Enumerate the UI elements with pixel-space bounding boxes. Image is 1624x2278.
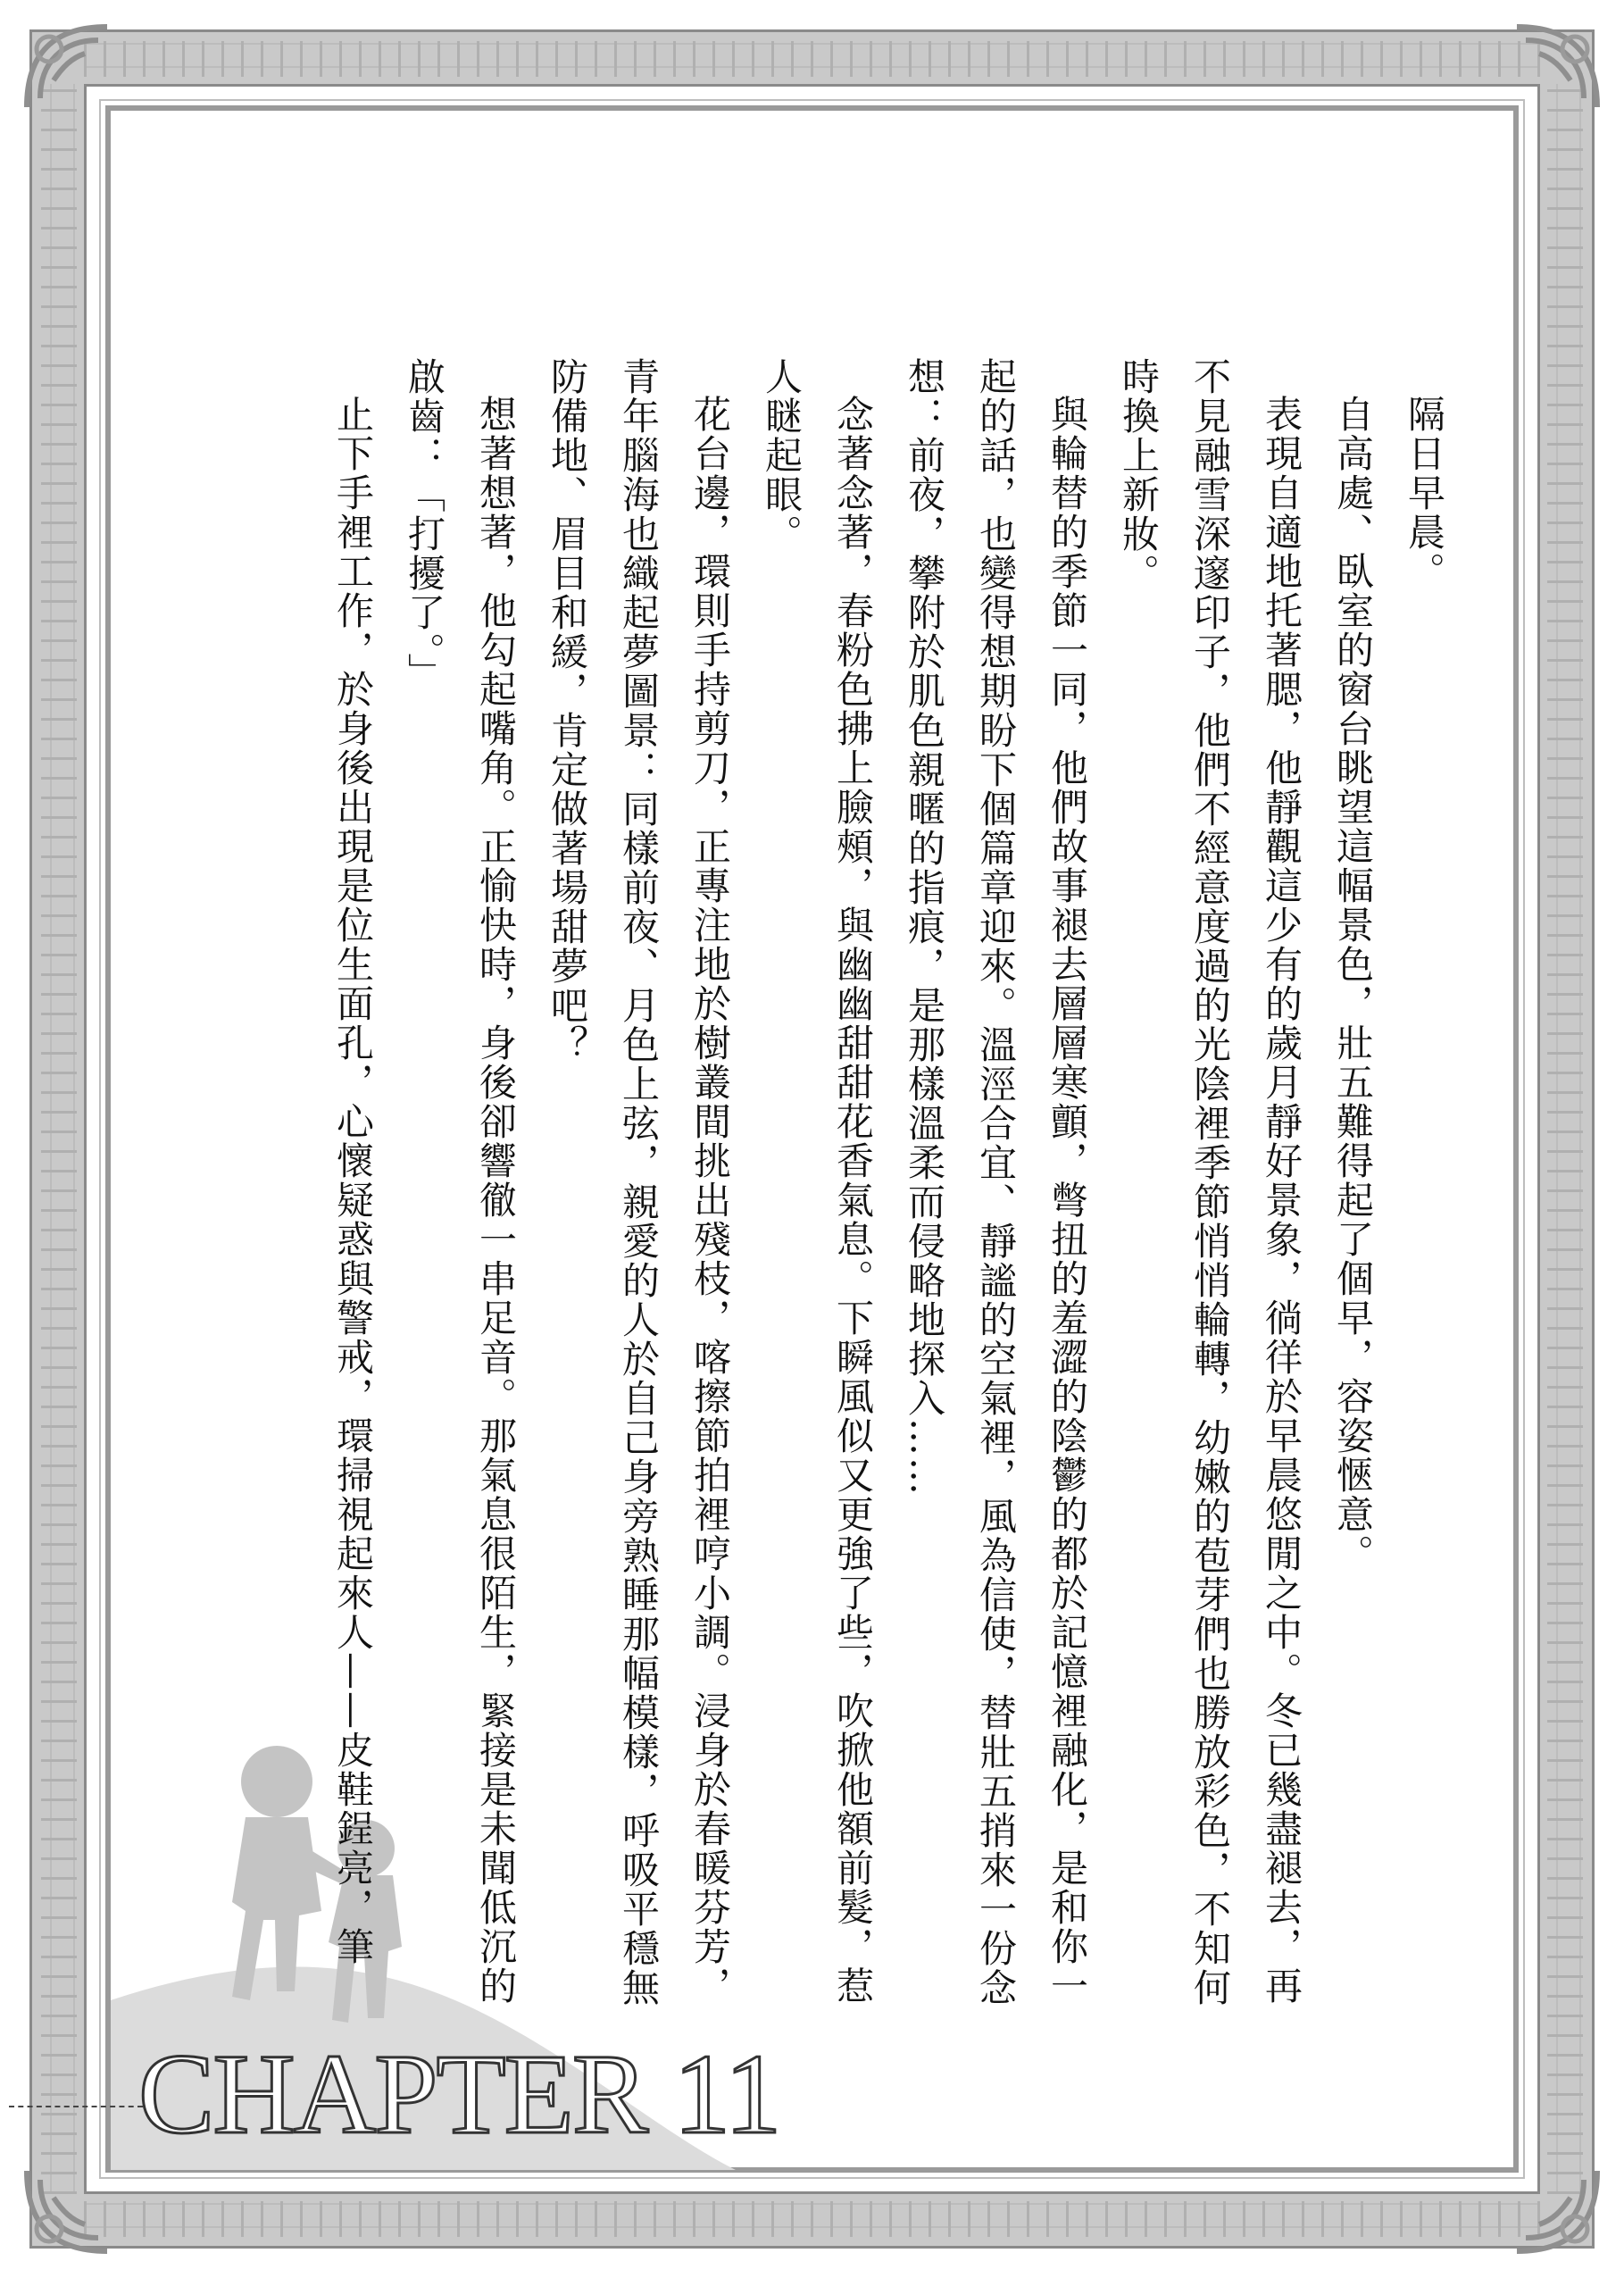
paragraph: 花台邊，環則手持剪刀，正專注地於樹叢間挑出殘枝，喀擦節拍裡哼小調。浸身於春暖芬芳，青年腦海也織起夢圖景：同樣前夜、月色上弦，親愛的人於自己身旁熟睡那幅模樣，呼吸平穩無防備地、眉目和緩，肯定做著場甜夢吧？ — [545, 357, 732, 2007]
vertical-text-block — [259, 357, 1460, 2018]
frame-pattern-bottom — [84, 2201, 1540, 2237]
paragraph: 念著念著，春粉色拂上臉頰，與幽幽甜甜花香氣息。下瞬風似又更強了些，吹掀他額前髮，惹人瞇起眼。 — [760, 357, 875, 2006]
chapter-title: CHAPTER 11 — [138, 2031, 780, 2157]
frame-pattern-right — [1547, 84, 1583, 2194]
chapter-dashed-line — [9, 2106, 143, 2107]
paragraph: 自高處、臥室的窗台眺望這幅景色，壯五難得起了個早，容姿愜意。 — [1331, 395, 1375, 1573]
paragraph: 止下手裡工作，於身後出現是位生面孔，心懷疑惑與警戒，環掃視起來人——皮鞋鋥亮，筆 — [331, 395, 375, 1966]
paragraph: 想著想著，他勾起嘴角。正愉快時，身後卻響徹一串足音。那氣息很陌生，緊接是未聞低沉的啟齒：「打擾了。」 — [403, 357, 518, 2006]
frame-pattern-left — [41, 84, 77, 2194]
paragraph: 與輪替的季節一同，他們故事褪去層層寒顫，彆扭的羞澀的陰鬱的都於記憶裡融化，是和你一起的話，也變得想期盼下個篇章迎來。溫涇合宜、靜謐的空氣裡，風為信使，替壯五捎來一份念想：前夜，攀附於肌色親暱的指痕，是那樣溫柔而侵略地探入…… — [903, 357, 1089, 2007]
corner-ornament-bottom-right — [1508, 2162, 1606, 2260]
corner-ornament-top-left — [18, 18, 116, 116]
paragraph: 表現自適地托著腮，他靜觀這少有的歲月靜好景象，徜徉於早晨悠閒之中。冬已幾盡褪去，再不見融雪深邃印子，他們不經意度過的光陰裡季節悄悄輪轉，幼嫩的苞芽們也勝放彩色，不知何時換上新妝。 — [1117, 357, 1303, 2007]
paragraph: 隔日早晨。 — [1403, 395, 1446, 591]
frame-pattern-top — [84, 41, 1540, 77]
corner-ornament-top-right — [1508, 18, 1606, 116]
corner-ornament-bottom-left — [18, 2162, 116, 2260]
